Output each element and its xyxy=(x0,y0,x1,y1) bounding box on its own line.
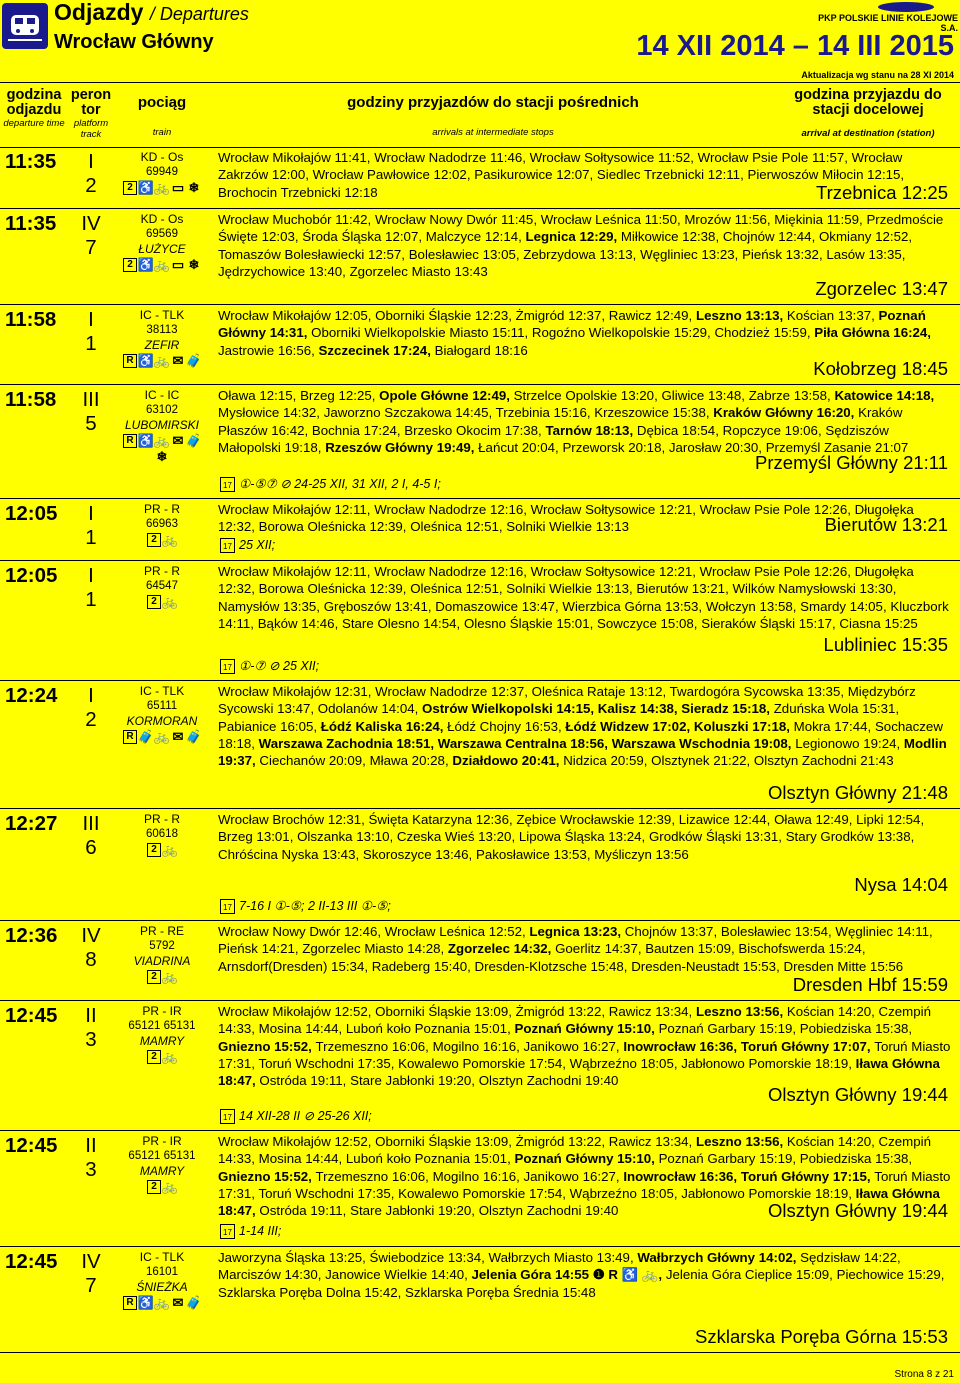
service-icon: 2 xyxy=(147,533,161,547)
destination-arrival: Trzebnica 12:25 xyxy=(816,182,948,203)
service-icon: 🚲 xyxy=(153,433,171,448)
platform: IV xyxy=(81,1250,101,1273)
train-category: PR - R xyxy=(144,812,180,826)
calendar-note xyxy=(220,476,441,492)
service-icon: ♿ xyxy=(137,433,155,448)
service-icon: ♿ xyxy=(137,1295,155,1310)
platform: I xyxy=(88,502,94,525)
departure-time: 12:45 xyxy=(5,1134,58,1157)
train-info xyxy=(116,150,208,195)
destination-arrival: Nysa 14:04 xyxy=(854,874,948,895)
train-number: 63102 xyxy=(146,404,178,416)
service-icon: ✉ xyxy=(172,729,184,744)
intermediate-stops: Wrocław Mikołajów 12:52, Oborniki Śląskie 13:09, Żmigród 13:22, Rawicz 13:34, Leszno 13:56, Kościan 14:20, Czempiń 14:33, Mosina 14:44, Luboń koło Poznania 15:01, Poznań Główny 15:10, Poznań Garbary 15:19, Pobiedziska 15:38, Gniezno 15:52, Trzemeszno 16:06, Mogilno 16:16, Janikowo 16:27, Inowrocław 16:36, Toruń Główny 17:15, Toruń Miasto 17:31, Toruń Wschodni 17:35, Kowalewo Pomorskie 17:54, Wąbrzeźno 18:05, Jabłonowo Pomorskie 18:19, Iława Główna 18:47, Ostróda 19:11, Stare Jabłonki 19:20, Olsztyn Zachodni 19:40 xyxy=(218,1134,951,1219)
service-icons xyxy=(116,595,208,609)
destination-arrival: Przemyśl Główny 21:11 xyxy=(755,452,948,473)
service-icon: 🚲 xyxy=(161,842,179,857)
service-icon: 🚲 xyxy=(161,532,179,547)
platform-track xyxy=(72,388,110,436)
train-name: MAMRY xyxy=(139,1034,185,1048)
calendar-icon: 17 xyxy=(220,1109,235,1124)
intermediate-stops: Wrocław Mikołajów 11:41, Wrocław Nadodrze 11:46, Wrocław Sołtysowice 11:52, Wrocław Psie Pole 11:57, Wrocław Zakrzów 12:00, Wrocław Pawłowice 12:02, Pasikurowice 12:07, Siedlec Trzebnicki 12:11, Pierwoszów Miłocin 12:15, Brochocin Trzebnicki 12:18 xyxy=(218,150,905,200)
train-category: IC - TLK xyxy=(139,1250,185,1264)
table-row xyxy=(0,1130,960,1247)
intermediate-stops: Wrocław Mikołajów 12:52, Oborniki Śląskie 13:09, Żmigród 13:22, Rawicz 13:34, Leszno 13:56, Kościan 14:20, Czempiń 14:33, Mosina 14:44, Luboń koło Poznania 15:01, Poznań Główny 15:10, Poznań Garbary 15:19, Pobiedziska 15:38, Gniezno 15:52, Trzemeszno 16:06, Mogilno 16:16, Janikowo 16:27, Inowrocław 16:36, Toruń Główny 17:07, Toruń Miasto 17:31, Toruń Wschodni 17:35, Kowalewo Pomorskie 17:54, Wąbrzeźno 18:05, Jabłonowo Pomorskie 18:19, Iława Główna 18:47, Ostróda 19:11, Stare Jabłonki 19:20, Olsztyn Zachodni 19:40 xyxy=(218,1004,951,1089)
station-name: Wrocław Główny xyxy=(54,31,214,53)
platform-track xyxy=(72,150,110,198)
train-category: PR - IR xyxy=(142,1004,182,1018)
platform: I xyxy=(88,308,94,331)
service-icon: R xyxy=(123,354,137,368)
destination-arrival: Dresden Hbf 15:59 xyxy=(792,974,948,995)
service-icons xyxy=(116,181,208,195)
col-train: pociąg train xyxy=(137,94,187,138)
track: 8 xyxy=(85,948,97,971)
track: 3 xyxy=(85,1028,97,1051)
table-row xyxy=(0,920,960,1001)
train-info xyxy=(116,388,208,464)
train-name: LUBOMIRSKI xyxy=(124,418,199,432)
destination-arrival: Bierutów 13:21 xyxy=(824,514,948,535)
platform-track xyxy=(72,564,110,612)
track: 7 xyxy=(85,1274,97,1297)
train-category: PR - R xyxy=(144,564,180,578)
service-icon: ✉ xyxy=(172,353,184,368)
calendar-note xyxy=(220,538,275,553)
calendar-note-text: 7-16 I ①-⑤; 2 II-13 III ①-⑤; xyxy=(239,899,391,913)
service-icon: 🚲 xyxy=(153,729,171,744)
calendar-icon: 17 xyxy=(220,659,235,674)
track: 2 xyxy=(85,708,97,731)
train-number: 65111 xyxy=(146,700,178,712)
train-number: 5792 xyxy=(149,940,175,952)
service-icon: 🧳 xyxy=(137,729,155,744)
destination-arrival: Szklarska Poręba Górna 15:53 xyxy=(695,1326,948,1347)
train-number: 64547 xyxy=(146,580,178,592)
service-icons xyxy=(116,730,208,744)
service-icons xyxy=(116,533,208,547)
service-icon: ✉ xyxy=(172,1295,184,1310)
train-name: MAMRY xyxy=(139,1164,185,1178)
service-icon: ❄ xyxy=(188,257,200,272)
col-platform: peron tor platform track xyxy=(70,87,112,140)
service-icon: 🧳 xyxy=(185,433,203,448)
service-icon: 🚲 xyxy=(153,1295,171,1310)
train-number: 69569 xyxy=(146,228,178,240)
table-row xyxy=(0,808,960,921)
intermediate-stops: Jaworzyna Śląska 13:25, Świebodzice 13:34, Wałbrzych Miasto 13:49, Wałbrzych Główny 14:02, Sędzisław 14:22, Marciszów 14:30, Janowice Wielkie 14:40, Jelenia Góra 14:55 ❶ R ♿ 🚲, Jelenia Góra Cieplice 15:09, Piechowice 15:29, Szklarska Poręba Dolna 15:42, Szklarska Poręba Średnia 15:48 xyxy=(218,1250,945,1300)
track: 1 xyxy=(85,526,97,549)
train-info xyxy=(116,1134,208,1194)
calendar-note xyxy=(220,1108,372,1124)
train-category: IC - TLK xyxy=(139,684,185,698)
train-number: 66963 xyxy=(146,518,178,530)
train-number: 69949 xyxy=(146,166,178,178)
table-row xyxy=(0,1246,960,1353)
calendar-note-text: ①-⑦ ⊘ 25 XII; xyxy=(239,659,320,673)
train-info xyxy=(116,684,208,744)
service-icon: R xyxy=(123,1296,137,1310)
service-icon: 2 xyxy=(147,595,161,609)
service-icon: ❄ xyxy=(188,180,200,195)
intermediate-stops: Oława 12:15, Brzeg 12:25, Opole Główne 12:49, Strzelce Opolskie 13:20, Gliwice 13:48, Zabrze 13:58, Katowice 14:18, Mysłowice 14:32, Jaworzno Szczakowa 14:45, Trzebinia 15:16, Krzeszowice 15:38, Kraków Główny 16:20, Kraków Płaszów 16:42, Bochnia 17:24, Brzesko Okocim 17:38, Tarnów 18:13, Dębica 18:54, Ropczyce 19:06, Sędziszów Małopolski 19:18, Rzeszów Główny 19:49, Łańcut 20:04, Przeworsk 20:18, Jarosław 20:30, Przemyśl Zasanie 21:07 xyxy=(218,388,935,455)
service-icon: ✉ xyxy=(172,433,184,448)
service-icon: 🧳 xyxy=(185,1295,203,1310)
service-icon: 2 xyxy=(147,1050,161,1064)
platform-track xyxy=(72,502,110,550)
departure-time: 12:27 xyxy=(5,812,58,835)
service-icon: 🚲 xyxy=(161,969,179,984)
platform: I xyxy=(88,564,94,587)
column-headers xyxy=(0,82,960,148)
validity-period: 14 XII 2014 – 14 III 2015 xyxy=(636,30,954,62)
track: 5 xyxy=(85,412,97,435)
train-name: VIADRINA xyxy=(133,954,191,968)
train-name: KORMORAN xyxy=(126,714,198,728)
departure-time: 12:05 xyxy=(5,502,58,525)
platform-track xyxy=(72,1134,110,1182)
service-icon: 🚲 xyxy=(153,257,171,272)
calendar-icon: 17 xyxy=(220,1224,235,1239)
col-destination: godzina przyjazdu do stacji docelowej arrival at destination (station) xyxy=(794,87,942,139)
track: 2 xyxy=(85,174,97,197)
service-icon: 🚲 xyxy=(161,594,179,609)
train-info xyxy=(116,502,208,547)
service-icon: R xyxy=(123,434,137,448)
train-number: 65121 65131 xyxy=(128,1020,196,1032)
track: 3 xyxy=(85,1158,97,1181)
service-icon: 🧳 xyxy=(185,353,203,368)
departure-time: 11:35 xyxy=(5,150,57,173)
destination-arrival: Olsztyn Główny 21:48 xyxy=(768,782,948,803)
platform: I xyxy=(88,150,94,173)
service-icons xyxy=(116,354,208,368)
train-number: 16101 xyxy=(146,1266,178,1278)
service-icon: ▭ xyxy=(171,257,185,272)
train-info xyxy=(116,308,208,368)
departure-time: 12:05 xyxy=(5,564,58,587)
train-category: IC - TLK xyxy=(139,308,185,322)
platform: II xyxy=(85,1004,97,1027)
service-icon: 🚲 xyxy=(161,1049,179,1064)
train-info xyxy=(116,564,208,609)
service-icon: 🚲 xyxy=(161,1179,179,1194)
calendar-note xyxy=(220,898,391,914)
calendar-icon: 17 xyxy=(220,899,235,914)
service-icon: 🚲 xyxy=(153,180,171,195)
track: 6 xyxy=(85,836,97,859)
service-icon: 2 xyxy=(147,1180,161,1194)
calendar-note-text: 1-14 III; xyxy=(239,1224,282,1238)
departure-time: 11:58 xyxy=(5,308,57,331)
train-info xyxy=(116,812,208,857)
calendar-note-text: 25 XII; xyxy=(239,538,276,552)
train-info xyxy=(116,1004,208,1064)
train-category: KD - Os xyxy=(140,150,184,164)
train-number: 38113 xyxy=(146,324,178,336)
platform: III xyxy=(82,388,100,411)
platform: IV xyxy=(81,212,101,235)
platform-track xyxy=(72,924,110,972)
service-icons xyxy=(116,843,208,857)
service-icon: 2 xyxy=(147,843,161,857)
platform-track xyxy=(72,212,110,260)
departure-time: 12:45 xyxy=(5,1004,58,1027)
service-icons xyxy=(116,970,208,984)
platform: IV xyxy=(81,924,101,947)
table-row xyxy=(0,680,960,809)
intermediate-stops: Wrocław Mikołajów 12:11, Wrocław Nadodrze 12:16, Wrocław Sołtysowice 12:21, Wrocław Psie Pole 12:26, Długołęka 12:32, Borowa Oleśnicka 12:39, Oleśnica 12:51, Solniki Wielkie 13:13, Bierutów 13:21, Wilków Namysłowski 13:30, Namysłów 13:35, Gręboszów 13:41, Domaszowice 13:47, Wierzbica Górna 13:53, Wołczyn 13:58, Smardy 14:05, Kluczbork 14:11, Bąków 14:46, Stare Olesno 14:54, Olesno Śląskie 15:01, Sowczyce 15:08, Sieraków Śląski 15:17, Ciasna 15:25 xyxy=(218,564,949,631)
calendar-note-text: 14 XII-28 II ⊘ 25-26 XII; xyxy=(239,1109,372,1123)
page-header xyxy=(0,0,960,82)
train-info xyxy=(116,924,208,984)
service-icons xyxy=(116,1180,208,1194)
service-icons xyxy=(116,434,208,464)
platform-track xyxy=(72,1250,110,1298)
calendar-note xyxy=(220,1224,281,1239)
intermediate-stops: Wrocław Brochów 12:31, Święta Katarzyna 12:36, Zębice Wrocławskie 12:39, Lizawice 12:44, Oława 12:49, Lipki 12:54, Brzeg 13:01, Olszanka 13:10, Czeska Wieś 13:20, Lipowa Śląska 13:24, Grodków Śląski 13:31, Stary Grodków 13:38, Chróścina Nyska 13:43, Skoroszyce 13:46, Pakosławice 13:53, Myśliczyn 13:56 xyxy=(218,812,925,862)
departure-time: 11:35 xyxy=(5,212,57,235)
train-number: 60618 xyxy=(146,828,178,840)
platform-track xyxy=(72,308,110,356)
train-logo-icon xyxy=(2,3,48,49)
page-footer: Strona 8 z 21 xyxy=(894,1369,954,1380)
service-icons xyxy=(116,1296,208,1310)
train-name: ŚNIEŻKA xyxy=(136,1280,188,1294)
service-icon: ♿ xyxy=(137,180,155,195)
destination-arrival: Olsztyn Główny 19:44 xyxy=(768,1200,948,1221)
service-icon: ♿ xyxy=(137,257,155,272)
departure-time: 12:24 xyxy=(5,684,58,707)
table-row xyxy=(0,498,960,561)
intermediate-stops: Wrocław Muchobór 11:42, Wrocław Nowy Dwór 11:45, Wrocław Leśnica 11:50, Mrozów 11:56, Miękinia 11:59, Przedmoście Święte 12:03, Środa Śląska 12:07, Malczyce 12:14, Legnica 12:29, Miłkowice 12:38, Chojnów 12:44, Okmiany 12:52, Tomaszów Bolesławiecki 12:57, Bolesławiec 13:05, Zebrzydowa 13:13, Węgliniec 13:23, Pieńsk 13:32, Lasów 13:35, Jędrzychowice 13:40, Zgorzelec Miasto 13:43 xyxy=(218,212,944,279)
train-info xyxy=(116,1250,208,1310)
table-row xyxy=(0,208,960,305)
platform: II xyxy=(85,1134,97,1157)
col-time: godzina odjazdu departure time xyxy=(3,87,65,129)
service-icon: 2 xyxy=(147,970,161,984)
service-icon: R xyxy=(123,730,137,744)
service-icons xyxy=(116,1050,208,1064)
update-note: Aktualizacja wg stanu na 28 XI 2014 xyxy=(801,70,954,80)
calendar-icon: 17 xyxy=(220,538,235,553)
track: 1 xyxy=(85,332,97,355)
service-icon: ❄ xyxy=(156,449,168,464)
platform: I xyxy=(88,684,94,707)
table-row xyxy=(0,560,960,681)
train-category: IC - IC xyxy=(144,388,180,402)
service-icon: 🧳 xyxy=(185,729,203,744)
train-info xyxy=(116,212,208,272)
departure-time: 12:36 xyxy=(5,924,58,947)
service-icon: ▭ xyxy=(171,180,185,195)
intermediate-stops: Wrocław Nowy Dwór 12:46, Wrocław Leśnica 12:52, Legnica 13:23, Chojnów 13:37, Bolesławiec 13:54, Węgliniec 14:11, Pieńsk 14:21, Zgorzelec Miasto 14:28, Zgorzelec 14:32, Goerlitz 14:37, Bautzen 15:09, Bischofswerda 15:24, Arnsdorf(Dresden) 15:34, Radeberg 15:40, Dresden-Klotzsche 15:48, Dresden-Neustadt 15:53, Dresden Mitte 15:56 xyxy=(218,924,933,974)
table-row xyxy=(0,384,960,499)
service-icon: 🚲 xyxy=(153,353,171,368)
pkp-wing-icon xyxy=(878,2,934,12)
destination-arrival: Kołobrzeg 18:45 xyxy=(813,358,948,379)
train-name: ŁUŻYCE xyxy=(138,242,186,256)
destination-arrival: Zgorzelec 13:47 xyxy=(815,278,948,299)
platform-track xyxy=(72,684,110,732)
calendar-icon: 17 xyxy=(220,477,235,492)
calendar-note xyxy=(220,658,319,674)
intermediate-stops: Wrocław Mikołajów 12:05, Oborniki Śląskie 12:23, Żmigród 12:37, Rawicz 12:49, Leszno 13:13, Kościan 13:37, Poznań Główny 14:31, Oborniki Wielkopolskie Miasto 15:11, Rogoźno Wielkopolskie 15:29, Chodzież 15:59, Piła Główna 16:24, Jastrowie 16:56, Szczecinek 17:24, Białogard 18:16 xyxy=(218,308,931,358)
table-row xyxy=(0,1000,960,1131)
train-category: PR - IR xyxy=(142,1134,182,1148)
table-row xyxy=(0,146,960,209)
departure-time: 11:58 xyxy=(5,388,57,411)
train-name: ZEFIR xyxy=(144,338,180,352)
operator-logo: PKP POLSKIE LINIE KOLEJOWE S.A. xyxy=(818,2,958,33)
train-category: PR - R xyxy=(144,502,180,516)
destination-arrival: Lubliniec 15:35 xyxy=(823,634,948,655)
page-title: Odjazdy / Departures xyxy=(54,0,249,25)
service-icons xyxy=(116,258,208,272)
intermediate-stops: Wrocław Mikołajów 12:31, Wrocław Nadodrze 12:37, Oleśnica Rataje 13:12, Twardogóra Sycowska 13:35, Międzybórz Sycowski 13:47, Odolanów 14:04, Ostrów Wielkopolski 14:15, Kalisz 14:38, Sieradz 15:18, Zduńska Wola 15:31, Pabianice 16:05, Łódź Kaliska 16:24, Łódź Chojny 16:53, Łódź Widzew 17:02, Koluszki 17:18, Mokra 17:44, Sochaczew 18:18, Warszawa Zachodnia 18:51, Warszawa Centralna 18:56, Warszawa Wschodnia 19:08, Legionowo 19:24, Modlin 19:37, Ciechanów 20:09, Mława 20:28, Działdowo 20:41, Nidzica 20:59, Olsztynek 21:22, Olsztyn Zachodni 21:43 xyxy=(218,684,947,769)
platform-track xyxy=(72,1004,110,1052)
destination-arrival: Olsztyn Główny 19:44 xyxy=(768,1084,948,1105)
train-category: KD - Os xyxy=(140,212,184,226)
track: 7 xyxy=(85,236,97,259)
service-icon: 2 xyxy=(123,258,137,272)
service-icon: ♿ xyxy=(137,353,155,368)
train-number: 65121 65131 xyxy=(128,1150,196,1162)
calendar-note-text: ①-⑤⑦ ⊘ 24-25 XII, 31 XII, 2 I, 4-5 I; xyxy=(239,477,441,491)
train-category: PR - RE xyxy=(139,924,184,938)
table-row xyxy=(0,304,960,385)
track: 1 xyxy=(85,588,97,611)
platform: III xyxy=(82,812,100,835)
service-icon: 2 xyxy=(123,181,137,195)
departure-time: 12:45 xyxy=(5,1250,58,1273)
col-stops: godziny przyjazdów do stacji pośrednich arrivals at intermediate stops xyxy=(347,94,639,138)
intermediate-stops: Wrocław Mikołajów 12:11, Wrocław Nadodrze 12:16, Wrocław Sołtysowice 12:21, Wrocław Psie Pole 12:26, Długołęka 12:32, Borowa Oleśnicka 12:39, Oleśnica 12:51, Solniki Wielkie 13:13 xyxy=(218,502,914,535)
platform-track xyxy=(72,812,110,860)
